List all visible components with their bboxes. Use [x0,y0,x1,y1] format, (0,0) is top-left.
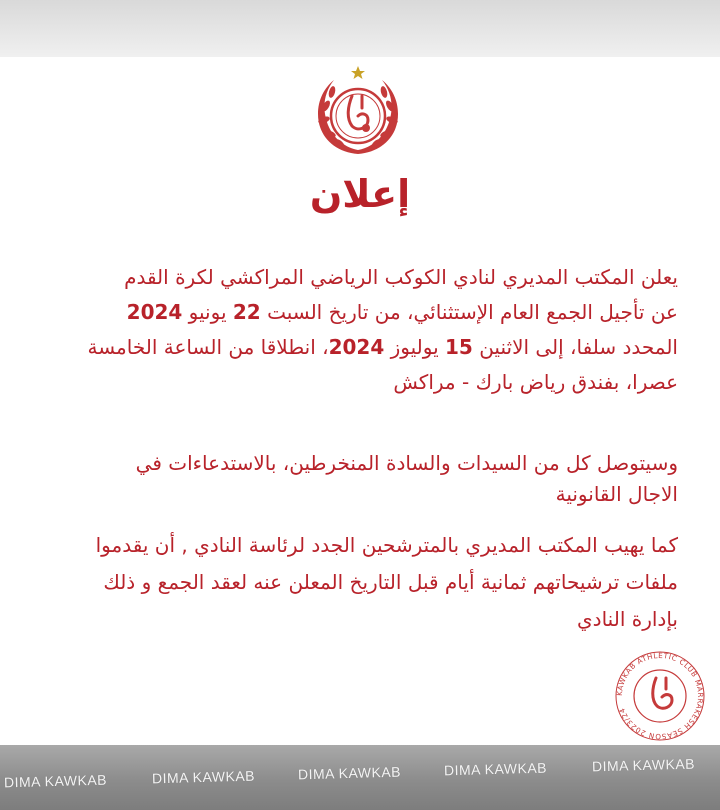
season-badge-logo [612,648,708,744]
paragraph-postponement [30,262,678,402]
paragraph-candidates [30,530,678,641]
top-band [0,0,720,57]
original-date-year: 2024 [126,300,183,324]
season-ring-text: KAWKAB ATHLETIC CLUB MARRAKESH SEASON 2023/24 [614,650,706,742]
postponement-line-4: عصرا، بفندق رياض بارك - مراكش [393,370,678,394]
postponement-line-2: عن تأجيل الجمع العام الإستثنائي، من تاريخ السبت 22 يونيو 2024 [126,300,678,324]
postponement-line-1: يعلن المكتب المديري لنادي الكوكب الرياضي المراكشي لكرة القدم [124,265,678,289]
postponement-line-3: المحدد سلفا، إلى الاثنين 15 يوليوز 2024، انطلاقا من الساعة الخامسة [87,335,678,359]
candidates-line-3: بإدارة النادي [577,607,678,631]
candidates-line-1: كما يهيب المكتب المديري بالمترشحين الجدد لرئاسة النادي , أن يقدموا [95,533,678,557]
footer-watermark-band [0,745,720,810]
star-icon [351,66,365,79]
candidates-line-2: ملفات ترشيحاتهم ثمانية أيام قبل التاريخ المعلن عنه لعقد الجمع و ذلك [103,570,678,594]
watermark-text: DIMA KAWKAB [3,771,108,791]
paragraph-invitations [30,448,678,510]
watermark-text: DIMA KAWKAB [591,755,696,775]
announcement-title: إعلان [309,172,411,216]
original-date-day: 22 [232,300,261,324]
invitations-line-2: الاجال القانونية [555,482,678,506]
invitations-line-1: وسيتوصل كل من السيدات والسادة المنخرطين، بالاستدعاءات في [135,451,678,475]
watermark-text: DIMA KAWKAB [297,763,402,783]
watermark-text: DIMA KAWKAB [443,759,548,779]
new-date-day: 15 [445,335,473,359]
football-icon [362,124,370,132]
watermark-text: DIMA KAWKAB [151,767,256,787]
club-crest-logo [304,62,412,162]
new-date-year: 2024 [328,335,385,359]
